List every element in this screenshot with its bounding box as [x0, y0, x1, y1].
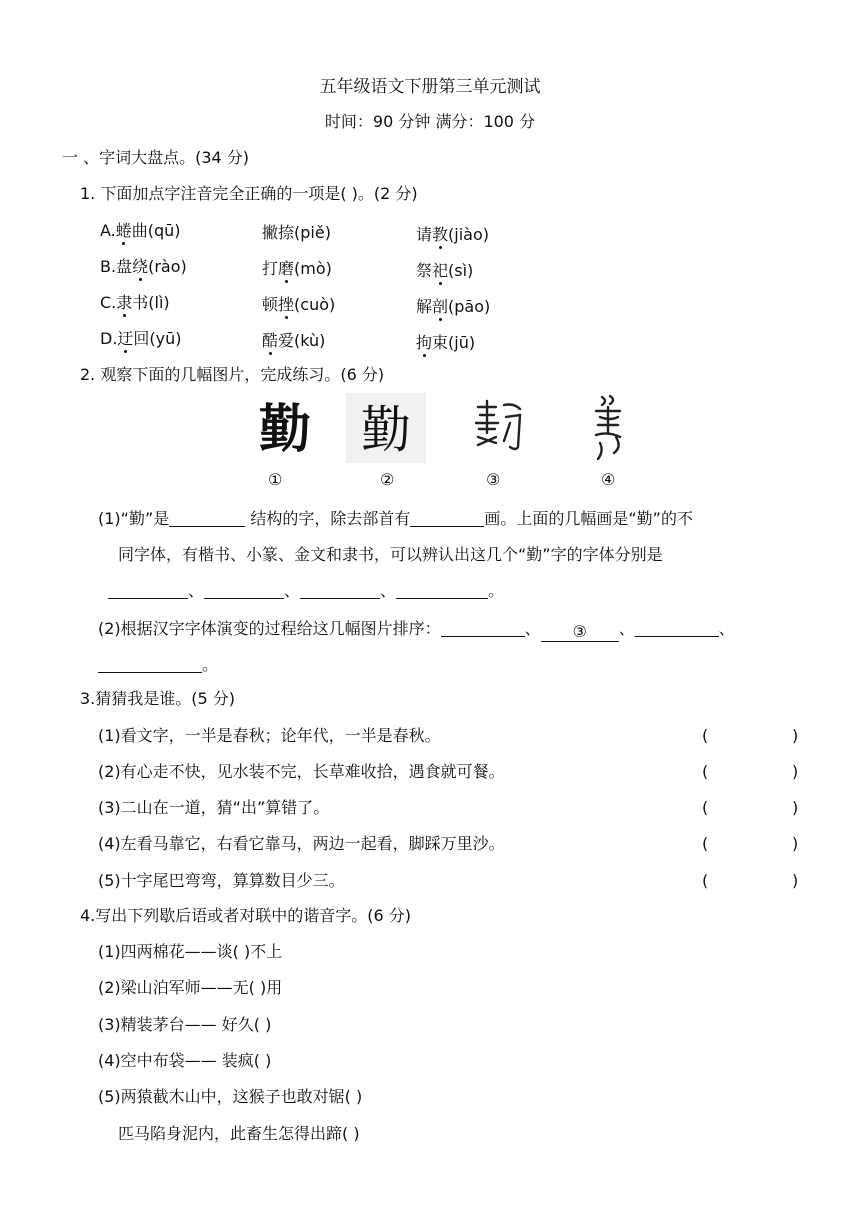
option-d-item-1 — [100, 328, 182, 350]
answer-paren-close: ) — [792, 726, 799, 745]
line-end: 。 — [488, 581, 505, 600]
dotted-char: 剖 — [432, 297, 449, 316]
item-text: (cuò) — [294, 295, 336, 314]
glyph-number-4: ④ — [601, 470, 616, 489]
option-d-item-3 — [416, 332, 475, 354]
question-2-part-2 — [98, 618, 735, 642]
glyph-image-4 — [588, 393, 632, 463]
answer-paren-close: ) — [792, 762, 799, 781]
option-d-item-2 — [262, 330, 325, 352]
answer-paren-open[interactable]: ( — [702, 834, 709, 853]
dotted-char: 教 — [432, 225, 449, 244]
answer-blank[interactable] — [635, 618, 719, 637]
glyph-number-2: ② — [380, 470, 395, 489]
answer-paren-open[interactable]: ( — [702, 762, 709, 781]
dotted-char: 蜷 — [115, 221, 132, 240]
item-text: 顿 — [262, 295, 279, 314]
xiehouyu-2: (2)梁山泊军师——无( )用 — [98, 978, 283, 997]
dotted-char: 隶 — [116, 293, 133, 312]
glyph-image-1 — [250, 393, 320, 463]
part-text: 结构的字，除去部首有 — [250, 509, 411, 528]
dotted-char: 挫 — [278, 295, 295, 314]
riddle-3: (3)二山在一道，猜“出”算错了。 — [98, 798, 330, 817]
answer-blank[interactable] — [169, 508, 245, 527]
option-label: B. — [100, 257, 117, 276]
item-text: 解 — [416, 297, 433, 316]
dotted-char: 祀 — [432, 261, 449, 280]
answer-blank[interactable] — [410, 508, 484, 527]
item-text: 束(jū) — [432, 333, 476, 352]
glyph-image-3 — [470, 393, 526, 463]
answer-blank[interactable] — [108, 580, 188, 599]
item-text: 打 — [262, 259, 279, 278]
riddle-5: (5)十字尾巴弯弯，算算数目少三。 — [98, 871, 345, 890]
item-text: (mò) — [294, 259, 332, 278]
xiehouyu-1: (1)四两棉花——谈( )不上 — [98, 942, 283, 961]
answer-paren-open[interactable]: ( — [702, 726, 709, 745]
answer-blank[interactable] — [441, 618, 525, 637]
question-2-part-1-blanks — [108, 580, 504, 602]
answer-blank[interactable] — [98, 654, 202, 673]
dotted-char: 绕 — [132, 257, 149, 276]
item-text: (pāo) — [448, 297, 491, 316]
item-text: 书(lì) — [132, 293, 170, 312]
glyph-lishu: 勤 — [361, 401, 411, 459]
option-c-item-3 — [416, 296, 490, 318]
item-text: 捺(piě) — [278, 223, 331, 242]
dotted-char: 拘 — [416, 333, 433, 352]
question-1-stem: 1. 下面加点字注音完全正确的一项是( )。(2 分) — [80, 184, 418, 203]
part-text: (1)“勤”是 — [98, 509, 170, 528]
separator: 、 — [718, 619, 735, 638]
question-3-stem: 3.猜猜我是谁。(5 分) — [80, 689, 236, 708]
separator: 、 — [524, 619, 541, 638]
riddle-4: (4)左看马靠它，右看它靠马，两边一起看，脚踩万里沙。 — [98, 834, 505, 853]
line-end: 。 — [202, 655, 219, 674]
riddle-1: (1)看文字，一半是春秋；论年代，一半是春秋。 — [98, 726, 441, 745]
option-b-item-1 — [100, 256, 187, 278]
dotted-char: 磨 — [278, 259, 295, 278]
page-title: 五年级语文下册第三单元测试 — [319, 77, 541, 97]
item-text: (jiào) — [448, 225, 489, 244]
riddle-2: (2)有心走不快，见水装不完，长草难收拾，遇食就可餐。 — [98, 762, 505, 781]
answer-paren-close: ) — [792, 871, 799, 890]
option-label: D. — [100, 329, 118, 348]
item-text: 请 — [416, 225, 433, 244]
item-text: 爱(kù) — [278, 331, 326, 350]
section-heading: 一 、字词大盘点。(34 分) — [62, 148, 250, 167]
question-4-stem: 4.写出下列歇后语或者对联中的谐音字。(6 分) — [80, 906, 412, 925]
option-c-item-1 — [100, 292, 170, 314]
part-text: (2)根据汉字字体演变的过程给这几幅图片排序： — [98, 619, 441, 638]
item-text: 回(yū) — [133, 329, 182, 348]
glyph-number-3: ③ — [486, 470, 501, 489]
question-2-part-1-cont: 同字体，有楷书、小篆、金文和隶书，可以辨认出这几个“勤”字的字体分别是 — [118, 545, 663, 564]
option-label: A. — [100, 221, 116, 240]
xiehouyu-4: (4)空中布袋—— 装疯( ) — [98, 1051, 272, 1070]
couplet-line-1: (5)两猿截木山中，这猴子也敢对锯( ) — [98, 1087, 363, 1106]
item-text: 曲(qū) — [131, 221, 181, 240]
separator: 、 — [284, 581, 301, 600]
option-b-item-3 — [416, 260, 473, 282]
item-text: 撇 — [262, 223, 279, 242]
given-answer: ③ — [541, 621, 619, 642]
item-text: (rào) — [148, 257, 187, 276]
answer-paren-open[interactable]: ( — [702, 798, 709, 817]
answer-blank[interactable] — [396, 580, 488, 599]
option-b-item-2 — [262, 258, 332, 280]
separator: 、 — [618, 619, 635, 638]
item-text: 盘 — [116, 257, 133, 276]
answer-paren-open[interactable]: ( — [702, 871, 709, 890]
part-text: 画。上面的几幅画是“勤”的不 — [484, 509, 693, 528]
item-text: (sì) — [448, 261, 474, 280]
glyph-kaishu: 勤 — [258, 400, 312, 460]
answer-blank[interactable] — [300, 580, 380, 599]
separator: 、 — [380, 581, 397, 600]
exam-info: 时间：90 分钟 满分：100 分 — [324, 112, 536, 131]
question-2-stem: 2. 观察下面的几幅图片，完成练习。(6 分) — [80, 365, 385, 384]
answer-paren-close: ) — [792, 834, 799, 853]
answer-paren-close: ) — [792, 798, 799, 817]
option-a-item-1 — [100, 220, 181, 242]
dotted-char: 酷 — [262, 331, 279, 350]
dotted-char: 迂 — [117, 329, 134, 348]
option-c-item-2 — [262, 294, 335, 316]
glyph-image-2 — [346, 393, 426, 463]
xiehouyu-3: (3)精装茅台—— 好久( ) — [98, 1015, 272, 1034]
option-a-item-2 — [262, 222, 331, 244]
separator: 、 — [188, 581, 205, 600]
question-2-part-1 — [98, 508, 693, 530]
item-text: 祭 — [416, 261, 433, 280]
option-label: C. — [100, 293, 117, 312]
answer-blank[interactable] — [204, 580, 284, 599]
couplet-line-2: 匹马陷身泥内，此畜生怎得出蹄( ) — [118, 1124, 360, 1143]
glyph-number-1: ① — [268, 470, 283, 489]
option-a-item-3 — [416, 224, 489, 246]
question-2-part-2-cont — [98, 654, 218, 676]
